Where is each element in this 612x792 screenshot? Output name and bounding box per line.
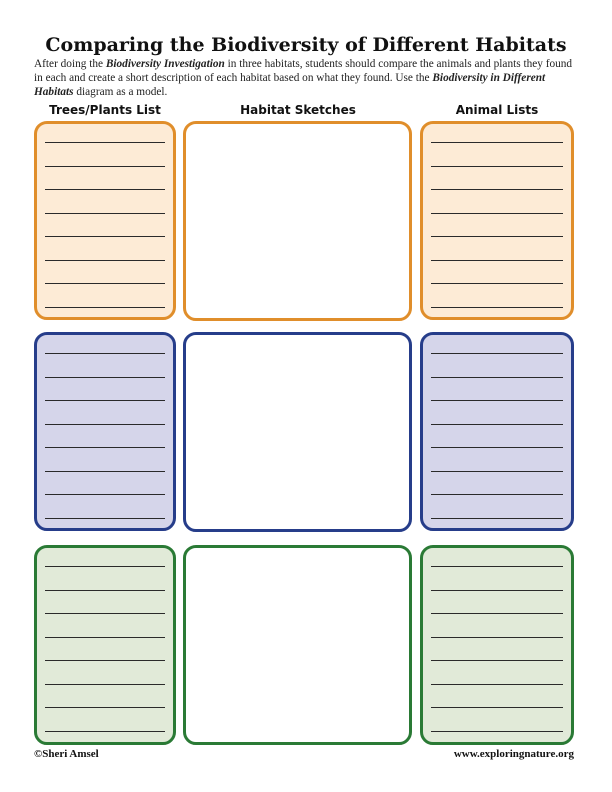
writing-line	[45, 307, 165, 308]
plants-list-box-habitat-1[interactable]	[34, 121, 176, 320]
column-header-animals: Animal Lists	[455, 103, 539, 117]
animal-list-box-habitat-2[interactable]	[420, 332, 574, 531]
writing-line	[45, 447, 165, 448]
writing-line	[431, 213, 563, 214]
writing-line	[431, 494, 563, 495]
writing-line	[431, 518, 563, 519]
animal-list-box-habitat-1[interactable]	[420, 121, 574, 320]
column-header-plants: Trees/Plants List	[49, 103, 161, 117]
writing-line	[45, 660, 165, 661]
writing-line	[45, 471, 165, 472]
writing-line	[45, 566, 165, 567]
writing-line	[45, 637, 165, 638]
writing-line	[431, 142, 563, 143]
writing-line	[431, 236, 563, 237]
writing-line	[431, 637, 563, 638]
writing-line	[45, 260, 165, 261]
writing-line	[431, 660, 563, 661]
writing-line	[45, 236, 165, 237]
sketch-box-habitat-2[interactable]	[183, 332, 412, 532]
writing-line	[45, 142, 165, 143]
sketch-box-habitat-1[interactable]	[183, 121, 412, 321]
writing-line	[431, 731, 563, 732]
writing-line	[431, 377, 563, 378]
writing-line	[45, 189, 165, 190]
writing-line	[431, 166, 563, 167]
intro-text-1: After doing the	[34, 58, 106, 70]
writing-line	[45, 494, 165, 495]
plants-list-box-habitat-3[interactable]	[34, 545, 176, 745]
writing-line	[45, 707, 165, 708]
writing-line	[431, 684, 563, 685]
writing-line	[431, 566, 563, 567]
instructions-paragraph	[34, 57, 582, 99]
writing-line	[431, 353, 563, 354]
sketch-box-habitat-3[interactable]	[183, 545, 412, 745]
plants-list-box-habitat-2[interactable]	[34, 332, 176, 531]
intro-text-2: in three habitats, students should compare the animals and plants they found in each and create a short description of each habitat based on what they found. Use the	[34, 58, 573, 84]
website-link[interactable]: www.exploringnature.org	[453, 748, 574, 760]
writing-line	[45, 518, 165, 519]
writing-line	[45, 213, 165, 214]
writing-line	[431, 613, 563, 614]
writing-line	[45, 166, 165, 167]
writing-line	[431, 707, 563, 708]
writing-line	[431, 307, 563, 308]
column-header-sketches: Habitat Sketches	[240, 103, 356, 117]
writing-line	[45, 353, 165, 354]
intro-emphasis-2: Biodiversity in Different Habitats	[34, 72, 546, 98]
writing-line	[45, 283, 165, 284]
page-title: Comparing the Biodiversity of Different Habitats	[45, 34, 567, 56]
writing-line	[45, 400, 165, 401]
writing-line	[431, 590, 563, 591]
writing-line	[431, 400, 563, 401]
writing-line	[431, 260, 563, 261]
copyright-text: ©Sheri Amsel	[34, 748, 99, 760]
writing-line	[431, 447, 563, 448]
writing-line	[45, 377, 165, 378]
writing-line	[431, 189, 563, 190]
writing-line	[431, 471, 563, 472]
intro-text-3: diagram as a model.	[73, 86, 168, 98]
animal-list-box-habitat-3[interactable]	[420, 545, 574, 745]
intro-emphasis-1: Biodiversity Investigation	[105, 58, 225, 70]
writing-line	[45, 424, 165, 425]
writing-line	[431, 283, 563, 284]
writing-line	[431, 424, 563, 425]
writing-line	[45, 590, 165, 591]
writing-line	[45, 731, 165, 732]
writing-line	[45, 684, 165, 685]
writing-line	[45, 613, 165, 614]
